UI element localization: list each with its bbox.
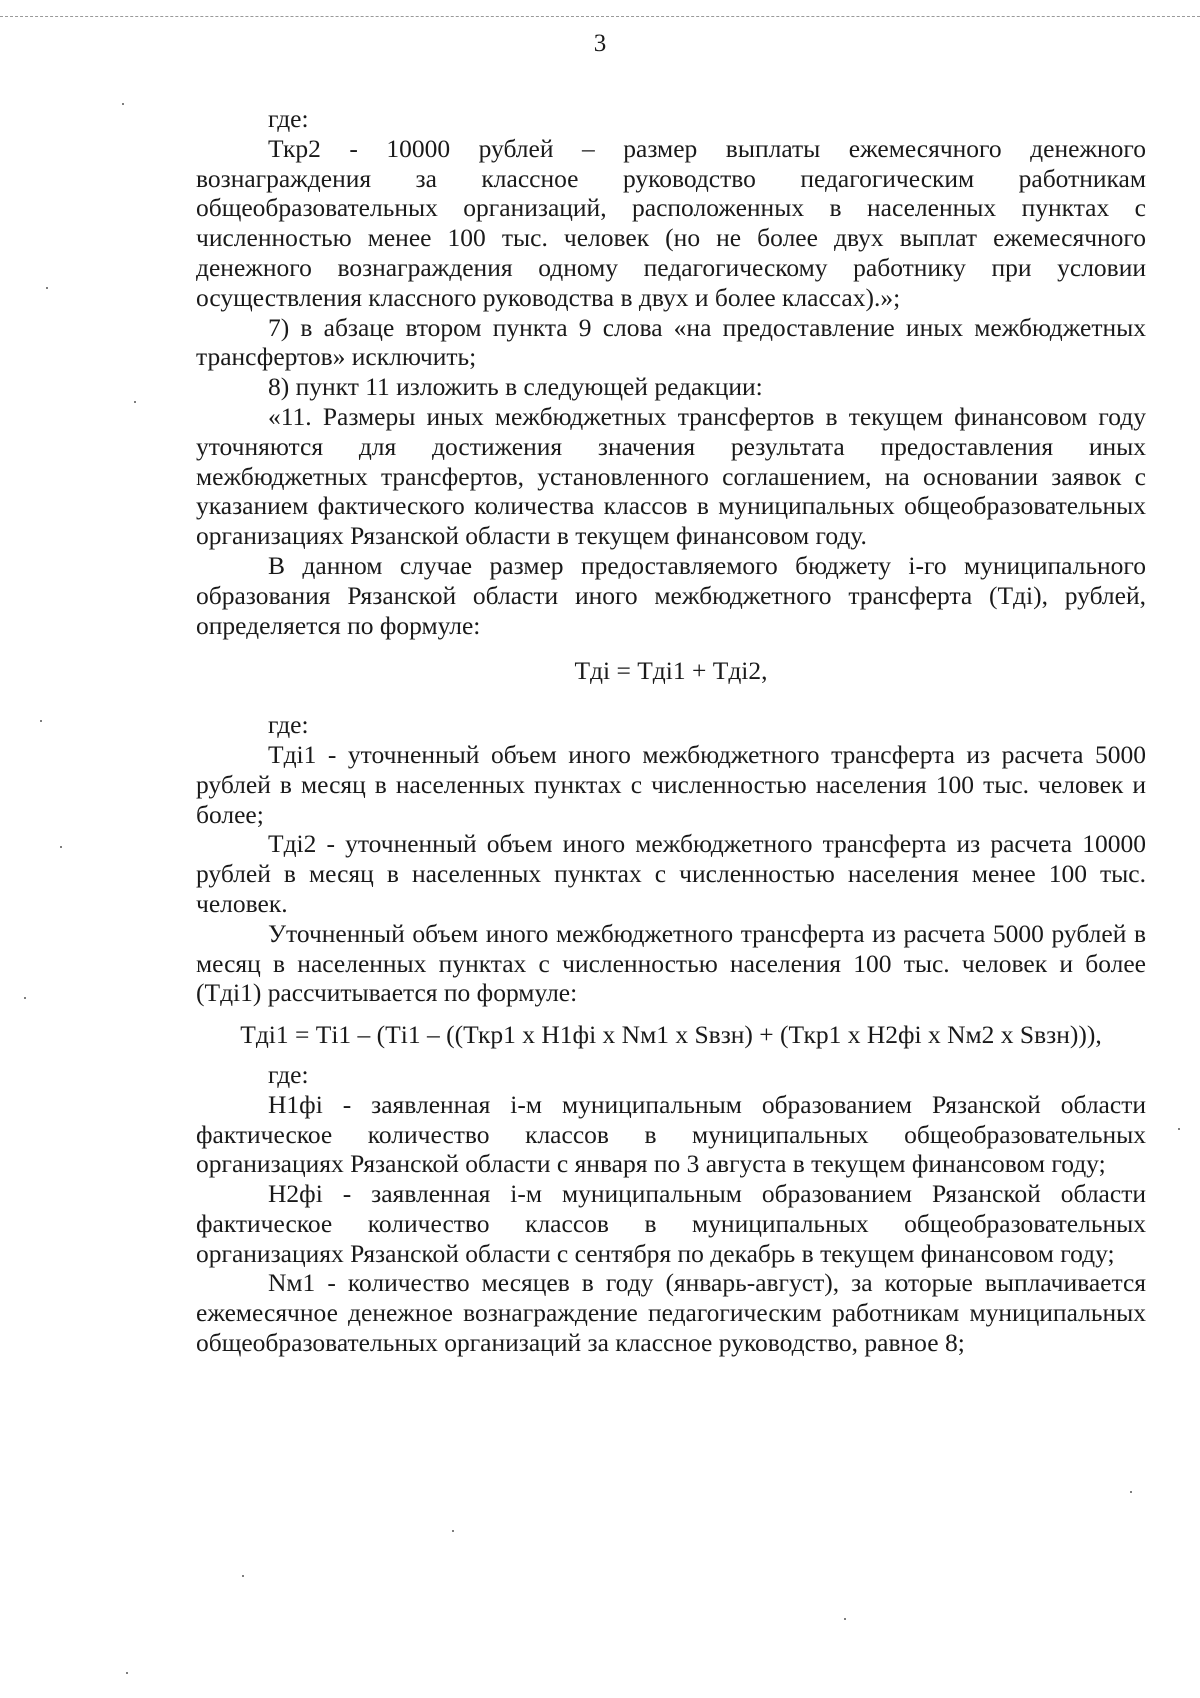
where-label: где: xyxy=(268,710,309,740)
paragraph-tdi1-definition: Тдi1 - уточненный объем иного межбюджетного трансферта из расчета 5000 рублей в месяц в населенных пунктах с численностью населения 100 тыс. человек и более; xyxy=(196,739,1146,829)
scan-speck xyxy=(1130,1491,1132,1493)
scan-edge xyxy=(0,16,1200,17)
paragraph-tkr2-definition: Ткр2 - 10000 рублей – размер выплаты ежемесячного денежного вознаграждения за классное руководство педагогическим работникам общеобразовательных организаций, расположенных в населенных пунктах с численностью менее 100 тыс. человек (но не более двух выплат ежемесячного денежного вознаграждения одному педагогическому работнику при условии осуществления классного руководства в двух и более классах).»; xyxy=(196,133,1146,312)
paragraph-transfer-size: В данном случае размер предоставляемого бюджету i-го муниципального образования Рязанской области иного межбюджетного трансферта (Тдi), рублей, определяется по формуле: xyxy=(196,550,1146,640)
paragraph-item-8: 8) пункт 11 изложить в следующей редакции: xyxy=(268,372,763,402)
scan-speck xyxy=(844,1618,846,1620)
scan-speck xyxy=(126,1672,128,1674)
scan-speck xyxy=(46,287,48,289)
paragraph-clause-11: «11. Размеры иных межбюджетных трансфертов в текущем финансовом году уточняются для достижения значения результата предоставления иных межбюджетных трансфертов, установленного соглашением, на основании заявок с указанием фактического количества классов в муниципальных общеобразовательных организациях Рязанской области в текущем финансовом году. xyxy=(196,401,1146,551)
scan-speck xyxy=(122,103,124,105)
scan-speck xyxy=(1178,1128,1180,1130)
scan-speck xyxy=(24,997,26,999)
paragraph-n2fi-definition: Н2фi - заявленная i-м муниципальным образованием Рязанской области фактическое количество классов в муниципальных общеобразовательных организациях Рязанской области с сентября по декабрь в текущем финансовом году; xyxy=(196,1179,1146,1268)
scan-speck xyxy=(134,401,136,403)
formula-tdi: Тдi = Тдi1 + Тдi2, xyxy=(574,656,768,686)
where-label: где: xyxy=(268,104,309,133)
paragraph-tdi2-definition: Тдi2 - уточненный объем иного межбюджетного трансферта из расчета 10000 рублей в месяц в населенных пунктах с численностью населения менее 100 тыс. человек. xyxy=(196,829,1146,918)
document-body xyxy=(196,104,1146,1358)
paragraph-tdi1-calculation: Уточненный объем иного межбюджетного трансферта из расчета 5000 рублей в месяц в населенных пунктах с численностью населения 100 тыс. человек и более (Тдi1) рассчитывается по формуле: xyxy=(196,918,1146,1008)
paragraph-nm1-definition: Nм1 - количество месяцев в году (январь-август), за которые выплачивается ежемесячное денежное вознаграждение педагогическим работникам муниципальных общеобразовательных организаций за классное руководство, равное 8; xyxy=(196,1268,1146,1358)
page-number: 3 xyxy=(593,30,607,57)
formula-tdi1: Тдi1 = Тi1 – (Тi1 – ((Ткр1 x Н1фi x Nм1 x Sвзн) + (Ткр1 x Н2фi x Nм2 x Sвзн))), xyxy=(240,1020,1102,1050)
where-label: где: xyxy=(268,1059,309,1089)
scan-speck xyxy=(60,846,62,848)
paragraph-n1fi-definition: Н1фi - заявленная i-м муниципальным образованием Рязанской области фактическое количество классов в муниципальных общеобразовательных организациях Рязанской области с января по 3 августа в текущем финансовом году; xyxy=(196,1089,1146,1179)
scan-speck xyxy=(242,1575,244,1577)
paragraph-item-7: 7) в абзаце втором пункта 9 слова «на предоставление иных межбюджетных трансфертов» исключить; xyxy=(196,312,1146,372)
scan-speck xyxy=(40,720,42,722)
scan-speck xyxy=(452,1530,454,1532)
